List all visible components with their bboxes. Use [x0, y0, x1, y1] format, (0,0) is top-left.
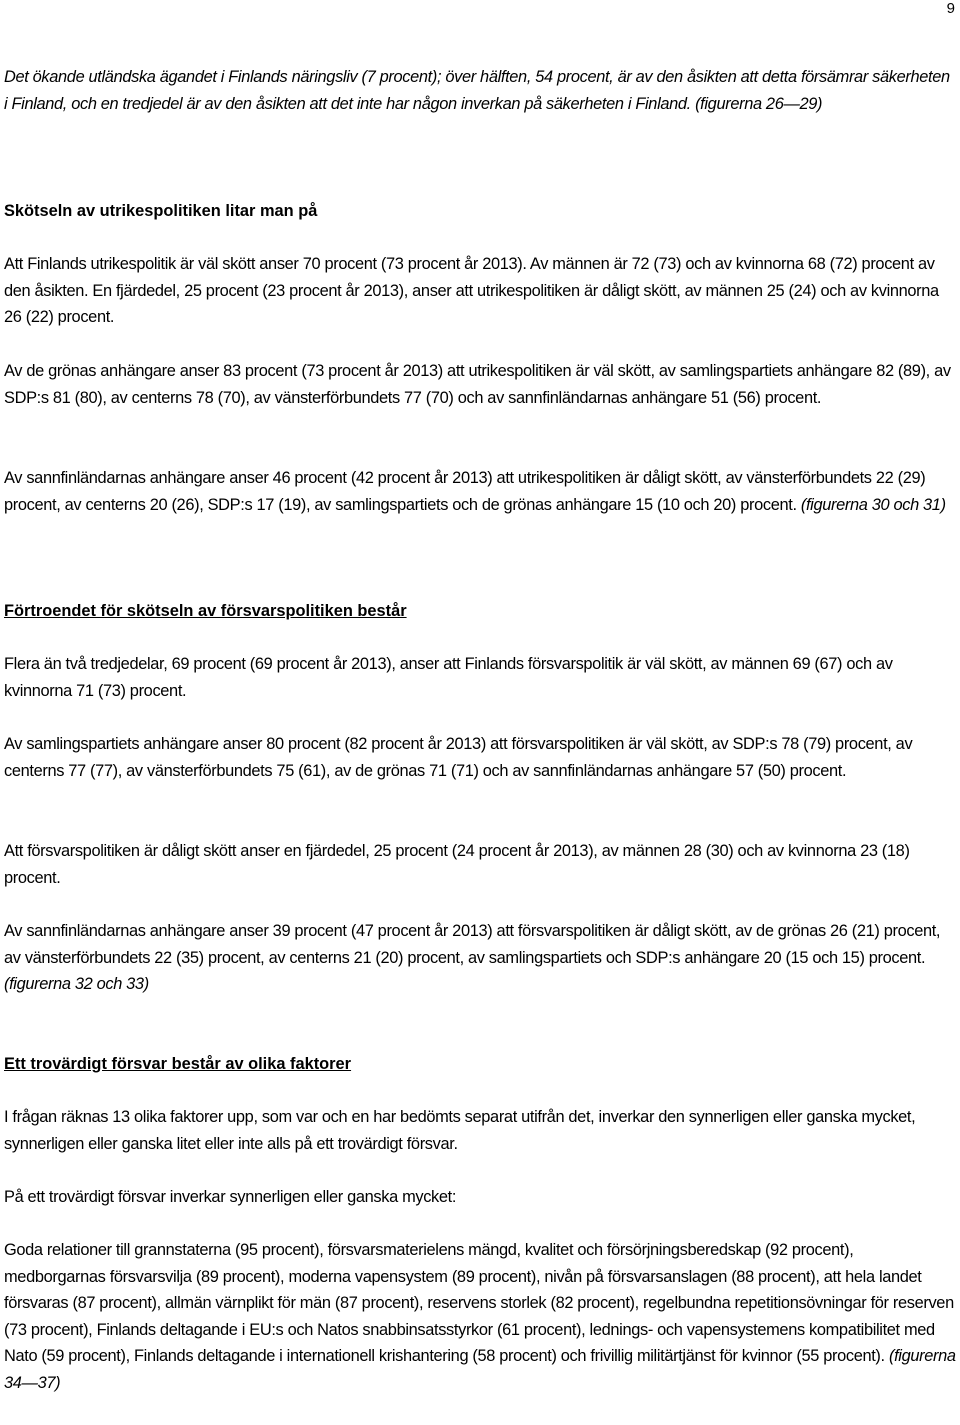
paragraph-foreign-policy-3	[4, 465, 956, 518]
paragraph-defence-policy-4	[4, 918, 956, 998]
section-heading-credible-defence: Ett trovärdigt försvar består av olika faktorer	[4, 1055, 352, 1073]
paragraph-credible-defence-2: På ett trovärdigt försvar inverkar synnerligen eller ganska mycket:	[4, 1188, 457, 1206]
paragraph-foreign-policy-2: Av de grönas anhängare anser 83 procent (73 procent år 2013) att utrikespolitiken är väl skött, av samlingspartiets anhängare 82 (89), av SDP:s 81 (80), av centerns 78 (70), av vänsterförbundets 77 (70) och av sannfinländarnas anhängare 51 (56) procent.	[4, 362, 951, 407]
figure-ref: (figurerna 30 och 31)	[800, 495, 946, 514]
intro-text: Det ökande utländska ägandet i Finlands näringsliv (7 procent); över hälften, 54 procent, är av den åsikten att detta försämrar säkerheten i Finland, och en tredjedel är av den åsikten att det inte har någon inverkan på säkerheten i Finland.	[4, 68, 950, 113]
section-heading-defence-policy: Förtroendet för skötseln av försvarspolitiken består	[4, 602, 407, 620]
figure-ref: (figurerna 32 och 33)	[4, 975, 149, 994]
paragraph-foreign-policy-1: Att Finlands utrikespolitik är väl skött anser 70 procent (73 procent år 2013). Av männen är 72 (73) och av kvinnorna 68 (72) procent av den åsikten. En fjärdedel, 25 procent (23 procent år 2013), anser att utrikespolitiken är dåligt skött, av männen 25 (24) och av kvinnorna 26 (22) procent.	[4, 255, 939, 327]
figure-ref: (figurerna 34—37)	[4, 1347, 956, 1392]
paragraph-text: Av sannfinländarnas anhängare anser 46 procent (42 procent år 2013) att utrikespolitiken är dåligt skött, av vänsterförbundets 22 (29) procent, av centerns 20 (26), SDP:s 17 (19), av samlingspartiets och de grönas anhängare 15 (10 och 20) procent.	[4, 469, 926, 514]
intro-figure-ref: (figurerna 26—29)	[695, 94, 823, 113]
paragraph-text: Av sannfinländarnas anhängare anser 39 procent (47 procent år 2013) att försvarspolitiken är dåligt skött, av de grönas 26 (21) procent, av vänsterförbundets 22 (35) procent, av centerns 21 (20) procent, av samlingspartiets och SDP:s anhängare 20 (15 och 15) procent.	[4, 922, 941, 967]
paragraph-credible-defence-3	[4, 1237, 956, 1397]
section-heading-foreign-policy: Skötseln av utrikespolitiken litar man på	[4, 202, 318, 220]
paragraph-text: Goda relationer till grannstaterna (95 procent), försvarsmaterielens mängd, kvalitet och försörjningsberedskap (92 procent), medborgarnas försvarsvilja (89 procent), moderna vapensystem (89 procent), nivån på försvarsanslagen (88 procent), att hela landet försvaras (87 procent), allmän värnplikt för män (87 procent), reservens storlek (82 procent), regelbundna repetitionsövningar för reserven (73 procent), Finlands deltagande i EU:s och Natos snabbinsatsstyrkor (61 procent), lednings- och vapensystemens kompatibilitet med Nato (59 procent), Finlands deltagande i internationell krishantering (58 procent) och frivillig militärtjänst för kvinnor (55 procent).	[4, 1241, 954, 1366]
paragraph-credible-defence-1: I frågan räknas 13 olika faktorer upp, som var och en har bedömts separat utifrån det, inverkar den synnerligen eller ganska mycket, synnerligen eller ganska litet eller inte alls på ett trovärdigt försvar.	[4, 1108, 916, 1153]
page-number: 9	[946, 0, 955, 17]
paragraph-defence-policy-2: Av samlingspartiets anhängare anser 80 procent (82 procent år 2013) att försvarspolitiken är väl skött, av SDP:s 78 (79) procent, av centerns 77 (77), av vänsterförbundets 75 (61), av de grönas 71 (71) och av sannfinländarnas anhängare 57 (50) procent.	[4, 735, 913, 780]
paragraph-defence-policy-1: Flera än två tredjedelar, 69 procent (69 procent år 2013), anser att Finlands försvarspolitik är väl skött, av männen 69 (67) och av kvinnorna 71 (73) procent.	[4, 655, 893, 700]
intro-paragraph	[4, 64, 956, 117]
paragraph-defence-policy-3: Att försvarspolitiken är dåligt skött anser en fjärdedel, 25 procent (24 procent år 2013), av männen 28 (30) och av kvinnorna 23 (18) procent.	[4, 842, 910, 887]
